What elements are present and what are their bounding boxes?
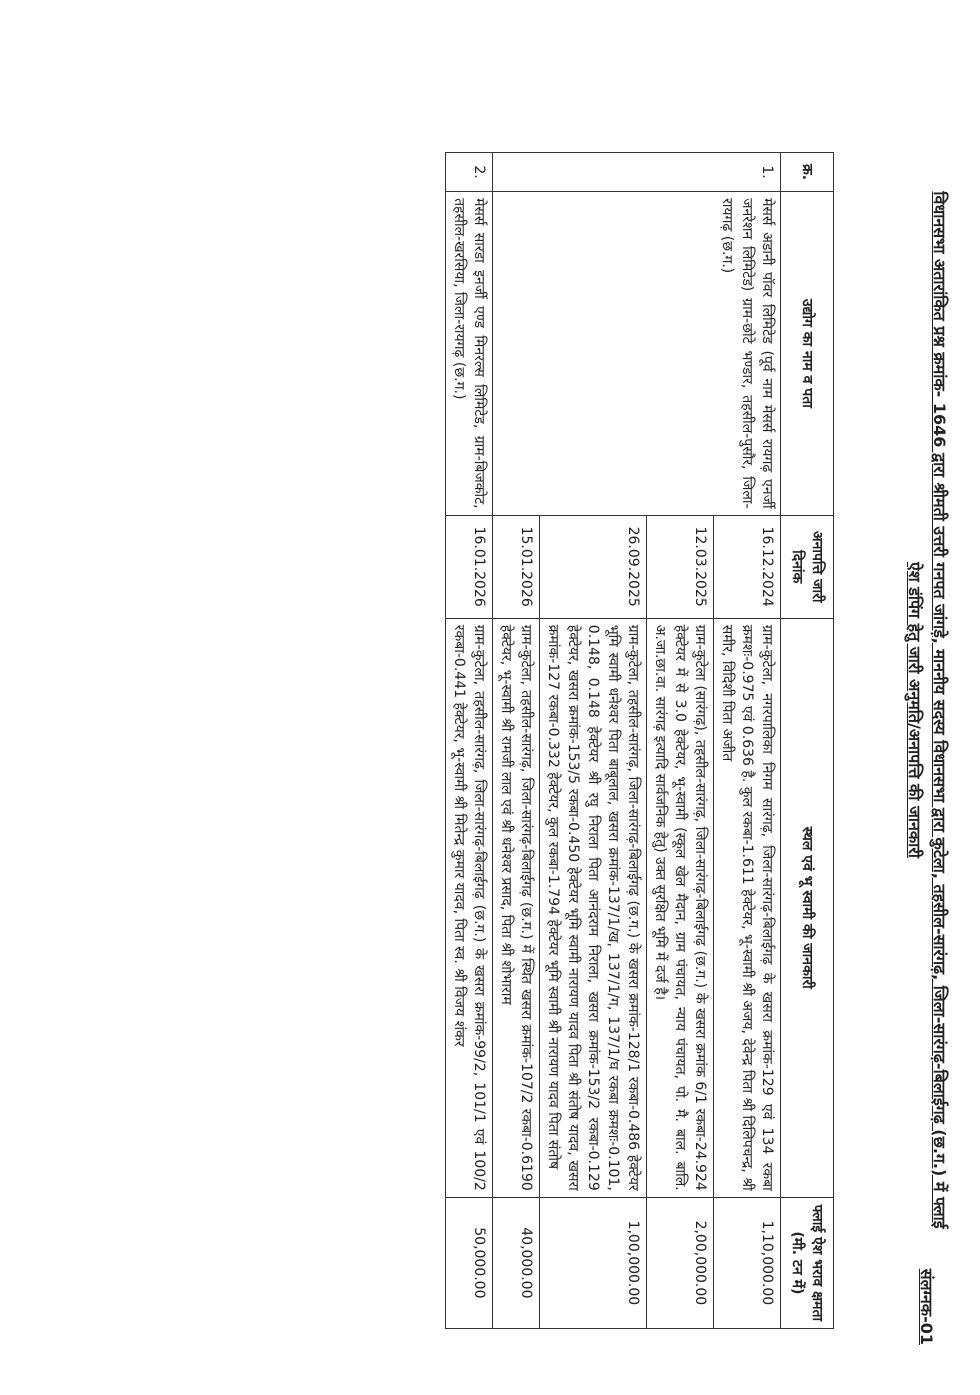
- row-capacity: 1,10,000.00: [714, 1197, 781, 1328]
- row-capacity: 1,00,000.00: [540, 1197, 647, 1328]
- row-noc-date: 26.09.2025: [540, 515, 647, 618]
- row-noc-date: 16.12.2024: [714, 515, 781, 618]
- table-row: [714, 153, 781, 1329]
- row-site-details: ग्राम-कुटेला, तहसील-सारंगढ़, जिला-सारंगढ़-बिलाईगढ़ (छ.ग.) के खसरा क्रमांक-128/1 रकबा-0.486 हेक्टेयर भूमि स्वामी धनेश्वर पिता बाबूलाल, खसरा क्रमांक-137/1/ख, 137/1/ग, 137/1/घ रकबा क्रमशः-0.101, 0.148, 0.148 हेक्टेयर श्री रघु निराला पिता आनंदराम निराला, खसरा क्रमांक-153/2 रकबा-0.129 हेक्टेयर, खसरा क्रमांक-153/5 रकबा-0.450 हेक्टेयर भूमि स्वामी नारायण यादव पिता श्री संतोष यादव, खसरा क्रमांक-127 रकबा-0.332 हेक्टेयर, कुल रकबा-1.794 हेक्टेयर भूमि स्वामी श्री नारायण यादव पिता संतोष: [540, 618, 647, 1197]
- row-sr: 1.: [493, 153, 781, 192]
- table-row: [446, 153, 493, 1329]
- header-capacity: फ्लाई ऐश भराव क्षमता (मी. टन में): [781, 1197, 834, 1328]
- table-header-row: [781, 153, 834, 1329]
- header-sr: क्र.: [781, 153, 834, 192]
- row-noc-date: 15.01.2026: [493, 515, 540, 618]
- row-site-details: ग्राम-कुटेला, तहसील-सारंगढ़, जिला-सारंगढ़-बिलाईगढ़ (छ.ग.) के खसरा क्रमांक-99/2, 101/1 एवं 100/2 रकबा-0.441 हेक्टेयर, भू-स्वामी श्री मितेन्द्र कुमार यादव, पिता स्व. श्री विजय शंकर: [446, 618, 493, 1197]
- row-site-details: ग्राम-कुटेला (सारंगढ़), तहसील-सारंगढ़, जिला-सारंगढ़-बिलाईगढ़ (छ.ग.) के खसरा क्रमांक 6/1 रकबा-24.924 हेक्टेयर में से 3.0 हेक्टेयर, भू-स्वामी (स्कूल खेल मैदान, ग्राम पंचायत, न्याय पंचायत, पो. मै. बाल. बालि. अ.जा.छा.वा. सारंगढ़ इत्यादि सार्वजनिक हेतु) उक्त सुरक्षित भूमि में दर्ज है।: [647, 618, 714, 1197]
- header-industry-name: उद्योग का नाम व पता: [781, 192, 834, 516]
- row-sr: 2.: [446, 153, 493, 192]
- row-site-details: ग्राम-कुटेला, नगरपालिका निगम सारंगढ़, जिला-सारंगढ़-बिलाईगढ़ के खसरा क्रमांक-129 एवं 134 रकबा क्रमशः-0.975 एवं 0.636 है. कुल रकबा-1.611 हेक्टेयर, भू-स्वामी श्री अजय, देवेन्द्र पिता श्री दिलिपचन्द्र, श्री समीर, विदिशी पिता अजीत: [714, 618, 781, 1197]
- row-industry-name: मेसर्स सारडा इनर्जी एण्ड मिनरल्स लिमिटेड, ग्राम-बिजकोट, तहसील-खरसिया, जिला-रायगढ़ (छ.ग.): [446, 192, 493, 516]
- annexure-label: संलग्नक-01: [917, 1268, 936, 1345]
- row-site-details: ग्राम-कुटेला, तहसील-सारंगढ़, जिला-सारंगढ़-बिलाईगढ़ (छ.ग.) में स्थित खसरा क्रमांक-107/2 रकबा-0.6190 हेक्टेयर, भू-स्वामी श्री रामजी लाल एवं श्री धनेश्वर प्रसाद, पिता श्री शोभाराम: [493, 618, 540, 1197]
- header-noc-date: अनापत्ति जारी दिनांक: [781, 515, 834, 618]
- row-noc-date: 16.01.2026: [446, 515, 493, 618]
- row-capacity: 50,000.00: [446, 1197, 493, 1328]
- fly-ash-permission-table: [445, 152, 834, 1329]
- document-title: विधानसभा अतारांकित प्रश्न क्रमांक- 1646 द्वारा श्रीमती उत्तरी गनपत जांगड़े, माननीय सदस्य विधानसभा द्वारा कुटेला, तहसील-सारंगढ़, जिला-सारंगढ़-बिलाईगढ़ (छ.ग.) में फ्लाई ऐश डंपिंग हेतु जारी अनुमति/अनापत्ति की जानकारी: [905, 191, 949, 1229]
- row-capacity: 2,00,000.00: [647, 1197, 714, 1328]
- row-industry-name: मेसर्स अडानी पॉवर लिमिटेड (पूर्व नाम मेसर्स रायगढ़ एनर्जी जनरेशन लिमिटेड) ग्राम-छोटे भण्डार, तहसील-पुसौर, जिला-रायगढ़ (छ.ग.): [493, 192, 781, 516]
- row-noc-date: 12.03.2025: [647, 515, 714, 618]
- row-capacity: 40,000.00: [493, 1197, 540, 1328]
- header-site-details: स्थल एवं भू स्वामी की जानकारी: [781, 618, 834, 1197]
